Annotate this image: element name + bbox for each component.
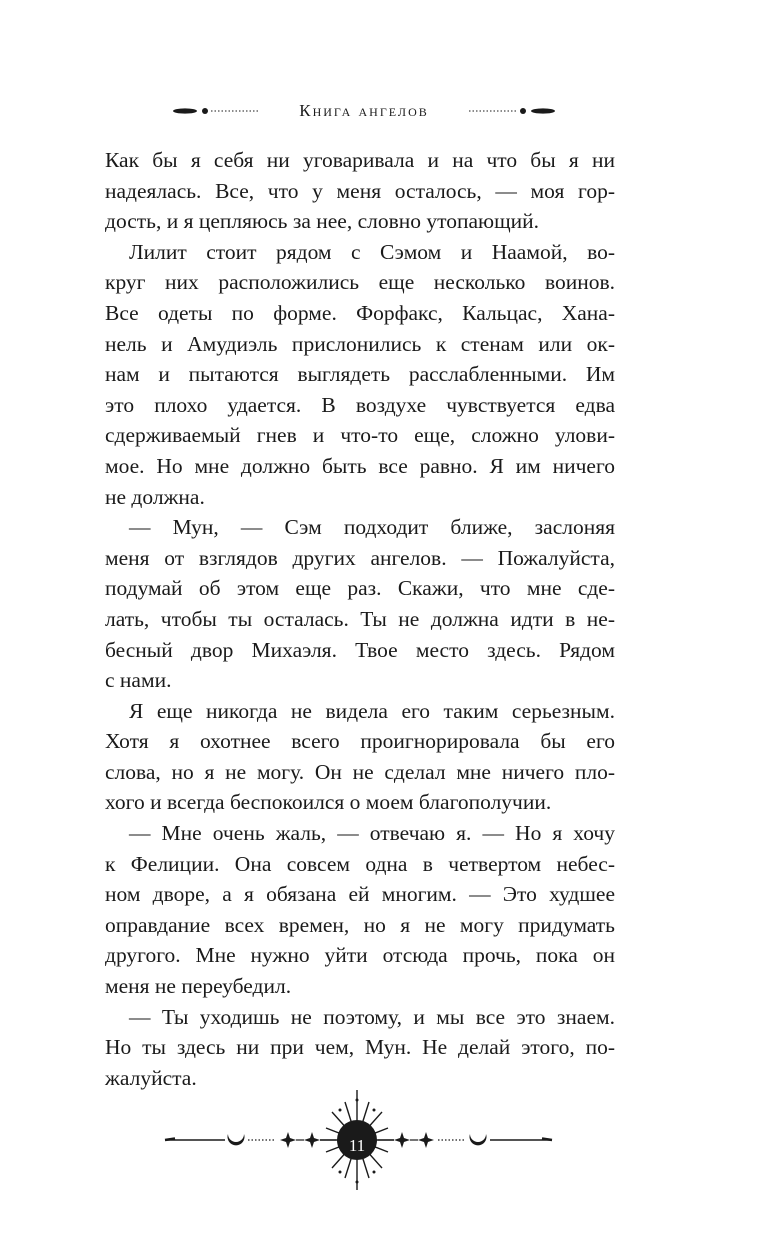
text-line: Все одеты по форме. Форфакс, Кальцас, Хана-	[105, 300, 615, 325]
text-line: меня от взглядов других ангелов. — Пожалуйста,	[105, 545, 615, 570]
text-line: Я еще никогда не видела его таким серьезным.	[129, 698, 615, 723]
text-line: к Фелиции. Она совсем одна в четвертом небес-	[105, 851, 615, 876]
text-line: надеялась. Все, что у меня осталось, — моя гор-	[105, 178, 615, 203]
text-line: сдерживаемый гнев и что-то еще, сложно улови-	[105, 423, 615, 448]
text-line: Но ты здесь ни при чем, Мун. Не делай этого, по-	[105, 1035, 615, 1060]
text-line: другого. Мне нужно уйти отсюда прочь, пока он	[105, 943, 615, 968]
text-line: Как бы я себя ни уговаривала и на что бы я ни	[105, 148, 615, 172]
text-line: слова, но я не могу. Он не сделал мне ничего пло-	[105, 759, 615, 784]
body-text	[105, 145, 615, 1093]
text-line: — Мне очень жаль, — отвечаю я. — Но я хочу	[129, 821, 615, 846]
text-line: нам и пытаются выглядеть расслабленными. Им	[105, 362, 615, 387]
header-left-ornament-icon	[173, 96, 263, 126]
text-line: — Мун, — Сэм подходит ближе, заслоняя	[129, 515, 615, 540]
text-line: лать, чтобы ты осталась. Ты не должна идти в не-	[105, 606, 615, 631]
running-header	[0, 96, 768, 126]
text-line: круг них расположились еще несколько воинов.	[105, 270, 615, 295]
text-line: — Ты уходишь не поэтому, и мы все это знаем.	[129, 1004, 615, 1029]
text-line: хого и всегда беспокоился о моем благополучии.	[105, 790, 552, 815]
text-line: нель и Амудиэль прислонились к стенам или ок-	[105, 331, 615, 356]
text-line: не должна.	[105, 484, 205, 509]
text-line: это плохо удается. В воздухе чувствуется едва	[105, 392, 615, 417]
text-line: жалуйста.	[105, 1065, 197, 1090]
running-title: Книга ангелов	[299, 101, 429, 120]
celestial-ornament-icon	[0, 1090, 768, 1200]
text-line: бесный двор Михаэля. Твое место здесь. Рядом	[105, 637, 615, 662]
text-line: Хотя я охотнее всего проигнорировала бы его	[105, 729, 615, 754]
text-line: Лилит стоит рядом с Сэмом и Наамой, во-	[129, 239, 615, 264]
page-number: 11	[348, 1136, 366, 1155]
text-line: мое. Но мне должно быть все равно. Я им ничего	[105, 453, 615, 478]
footer-ornament	[0, 1090, 768, 1200]
text-line: оправдание всех времен, но я не могу придумать	[105, 912, 615, 937]
text-line: подумай об этом еще раз. Скажи, что мне сде-	[105, 576, 615, 601]
text-line: с нами.	[105, 668, 172, 693]
text-line: ном дворе, а я обязана ей многим. — Это худшее	[105, 882, 615, 907]
header-right-ornament-icon	[465, 96, 555, 126]
text-line: дость, и я цепляюсь за нее, словно утопающий.	[105, 209, 540, 234]
text-line: меня не переубедил.	[105, 974, 292, 999]
